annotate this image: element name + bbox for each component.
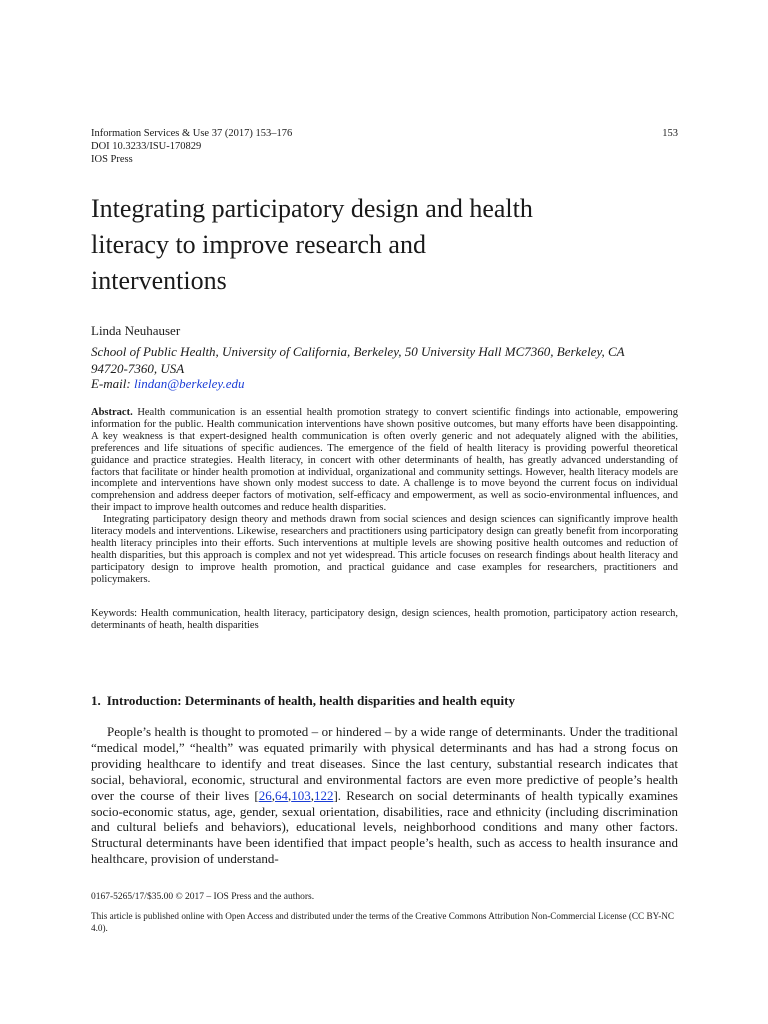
section-heading (91, 693, 515, 709)
keywords-text: Health communication, health literacy, participatory design, design sciences, health promotion, participatory action research, determinants of heath, health disparities (91, 608, 678, 631)
affiliation-line: 94720-7360, USA (91, 361, 185, 376)
body-text-end: ]. Research on social determinants of health typically examines socio-economic status, age, gender, sexual orientation, disabilities, race and ethnicity (including discrimination and cultural beliefs and behaviors), educational levels, neighborhood conditions and many other factors. Structural determinants have been identified that impact people’s health, such as access to health insurance and healthcare, provision of understand- (91, 787, 678, 867)
affiliation (91, 343, 678, 377)
section-title: Introduction: Determinants of health, health disparities and health equity (106, 693, 515, 708)
body-paragraph: People’s health is thought to promoted – or hindered – by a wide range of determinants. Under the traditional “medical model,” “health” was equated primarily with physical determinants and has had a strong focus on providing healthcare to identify and treat diseases. Since the last century, substantial research indicates that social, behavioral, economic, structural and environmental factors are even more predictive of people’s health over the course of their lives [26,64,103,122]. Research on social determinants of health typically examines socio-economic status, age, gender, sexual orientation, disabilities, race and ethnicity (including discrimination and cultural beliefs and behaviors), educational levels, neighborhood conditions and many other factors. Structural determinants have been identified that impact people’s health, such as access to health insurance and healthcare, provision of understand- (91, 724, 678, 867)
author-name: Linda Neuhauser (91, 323, 181, 338)
email-line (91, 375, 244, 392)
abstract-label: Abstract. (91, 407, 133, 418)
affiliation-line: School of Public Health, University of California, Berkeley, 50 University Hall MC7360, Berkeley, CA (91, 344, 625, 359)
section-number: 1. (91, 693, 101, 708)
citation-link[interactable]: 64 (274, 787, 288, 803)
citation-link[interactable]: 122 (313, 787, 334, 803)
paper-title (91, 191, 678, 299)
citation-link[interactable]: 26 (258, 787, 272, 803)
doi: DOI 10.3233/ISU-170829 (91, 141, 202, 152)
issn-footer: 0167-5265/17/$35.00 © 2017 – IOS Press and the authors. (91, 892, 315, 902)
keywords (91, 608, 678, 632)
abstract-text-1: Health communication is an essential health promotion strategy to convert scientific findings into actionable, empowering information for the public. Health communication interventions have shown positive outcomes, but many efforts have been disappointing. A key weakness is that expert-designed health communication is often overly generic and not adequately aligned with the abilities, preferences and life situations of specific audiences. The emergence of the field of health literacy is providing powerful theoretical guidance and practice strategies. Health literacy, in concert with other determinants of health, has greatly advanced understanding of factors that facilitate or hinder health promotion at individual, organizational and community settings. However, health literacy models are incomplete and interventions have shown only modest success to date. A challenge is to move beyond the current focus on individual comprehension and address deeper factors of motivation, self-efficacy and empowerment, as well as socio-environmental influences, and their impact to improve health outcomes and reduce health disparities. (91, 407, 678, 514)
email-label: E-mail: (91, 376, 131, 391)
page-number: 153 (662, 128, 678, 139)
citation-link[interactable]: 103 (291, 787, 311, 803)
journal-citation: Information Services & Use 37 (2017) 153–176 (91, 128, 293, 139)
title-line: literacy to improve research and (91, 230, 426, 259)
title-line: interventions (91, 266, 227, 295)
body-text-start: People’s health is thought to promoted – or hindered – by a wide range of determinants. Under the traditional “medical model,” “health” was equated primarily with physical determinants and has had a strong focus on providing healthcare to identify and treat diseases. Since the last century, substantial research indicates that social, behavioral, economic, structural and environmental factors are even more predictive of people’s health over the course of their lives [ (91, 724, 678, 803)
keywords-label: Keywords: (91, 608, 138, 619)
abstract-paragraph-2: Integrating participatory design theory and methods drawn from social sciences and design sciences can significantly improve health literacy models and interventions. Likewise, researchers and practitioners using participatory design can greatly benefit from incorporating health literacy principles into their efforts. Such interventions at multiple levels are showing positive health outcomes and reduction of health disparities, but this approach is complex and not yet widespread. This article focuses on research findings about health literacy and participatory design to improve health promotion, and practical guidance and case examples for researchers, practitioners and policymakers. (91, 514, 678, 585)
publisher: IOS Press (91, 154, 133, 165)
title-line: Integrating participatory design and health (91, 194, 533, 223)
email-link[interactable]: lindan@berkeley.edu (133, 376, 245, 391)
license-footer: This article is published online with Open Access and distributed under the terms of the Creative Commons Attribution Non-Commercial License (CC BY-NC 4.0). (91, 911, 675, 933)
journal-header (91, 127, 678, 166)
abstract-paragraph-1 (91, 407, 678, 514)
abstract (91, 407, 678, 586)
